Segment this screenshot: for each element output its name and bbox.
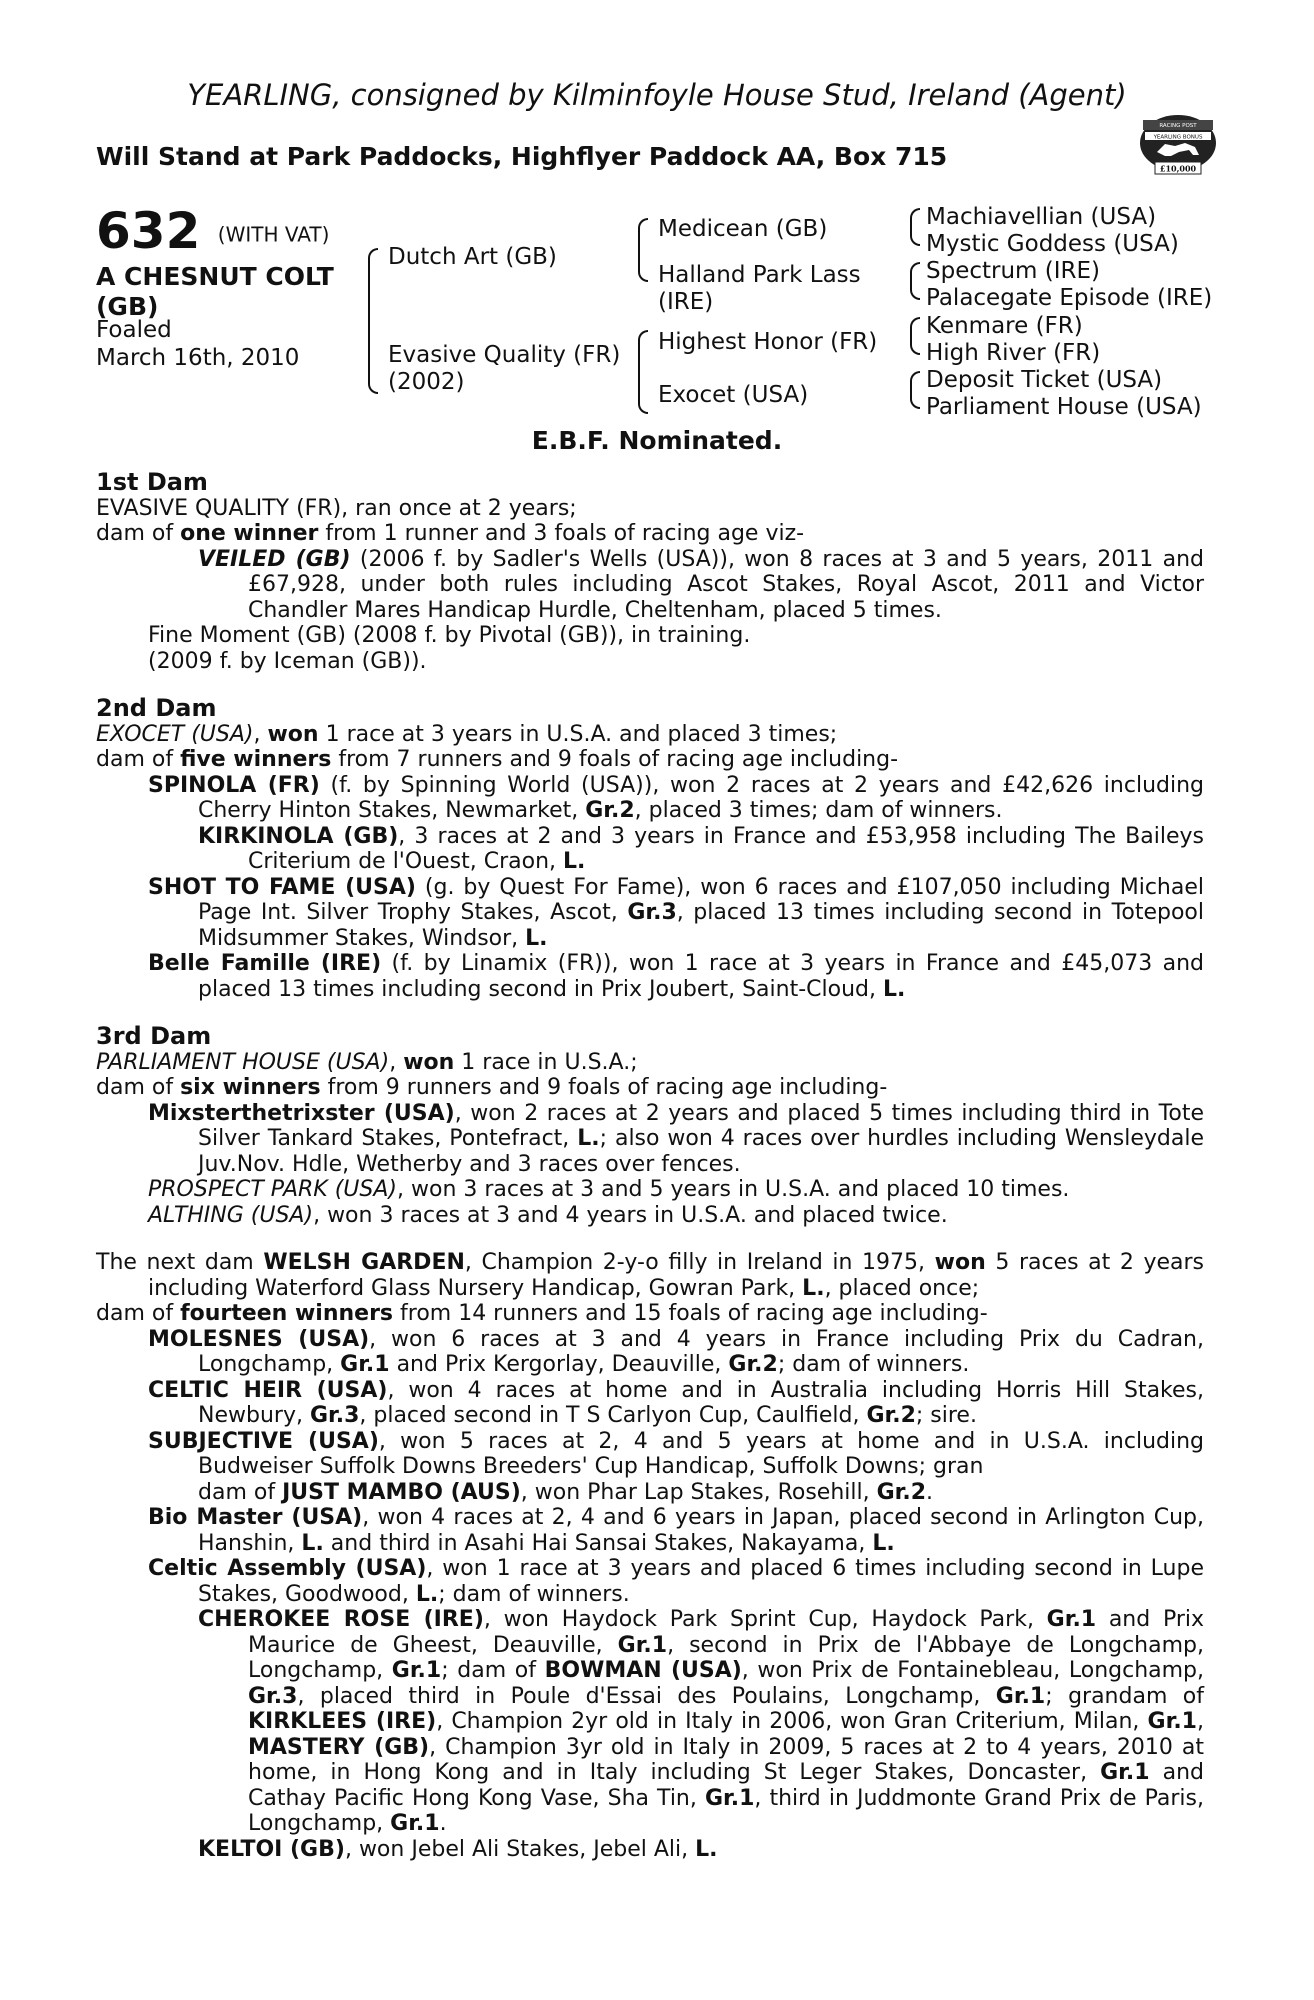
produce-2009: (2009 f. by Iceman (GB)). [148, 648, 427, 674]
great-grandparent-4: Palacegate Episode (IRE) [926, 285, 1213, 311]
produce-celtic-assembly: Celtic Assembly (USA), won 1 race at 3 years and placed 6 times including second in Lupe Stakes, Goodwood, L.; dam of winners. [148, 1556, 1204, 1607]
sire-name: Dutch Art (GB) [388, 244, 557, 270]
grandsire-paternal: Medicean (GB) [658, 216, 828, 242]
dam1-line: EVASIVE QUALITY (FR), ran once at 2 years; [96, 495, 577, 521]
page-header: YEARLING, consigned by Kilminfoyle House Stud, Ireland (Agent) [187, 78, 1127, 112]
pedigree-brace-g4 [910, 371, 920, 409]
great-grandparent-5: Kenmare (FR) [926, 313, 1083, 339]
badge-amount: £10,000 [1159, 163, 1197, 174]
produce-prospect-park: PROSPECT PARK (USA), won 3 races at 3 and 5 years in U.S.A. and placed 10 times. [148, 1177, 1070, 1202]
dam1-heading: 1st Dam [96, 468, 208, 496]
dam3-produce: dam of six winners from 9 runners and 9 foals of racing age including- [96, 1075, 888, 1100]
produce-just-mambo: dam of JUST MAMBO (AUS), won Phar Lap Stakes, Rosehill, Gr.2. [198, 1479, 934, 1505]
great-grandparent-2: Mystic Goddess (USA) [926, 231, 1179, 257]
grandsire-maternal: Highest Honor (FR) [658, 329, 878, 355]
pedigree-brace-dam-side [638, 330, 648, 414]
granddam-paternal-country: (IRE) [658, 289, 714, 315]
great-grandparent-8: Parliament House (USA) [926, 394, 1202, 420]
produce-cherokee-rose: CHEROKEE ROSE (IRE), won Haydock Park Sprint Cup, Haydock Park, Gr.1 and Prix Maurice de Gheest, Deauville, Gr.1, second in Prix de l'Abbaye de Longchamp, Longchamp, Gr.1; dam of BOWMAN (USA), won Prix de Fontainebleau, Longchamp, Gr.3, placed third in Poule d'Essai des Poulains, Longchamp, Gr.1; grandam of KIRKLEES (IRE), Champion 2yr old in Italy in 2006, won Gran Criterium, Milan, Gr.1, MASTERY (GB), Champion 3yr old in Italy in 2009, 5 races at 2 to 4 years, 2010 at home, in Hong Kong and in Italy including St Leger Stakes, Doncaster, Gr.1 and Cathay Pacific Hong Kong Vase, Sha Tin, Gr.1, third in Juddmonte Grand Prix de Paris, Longchamp, Gr.1. [198, 1607, 1205, 1836]
next-dam-welsh-garden: The next dam WELSH GARDEN, Champion 2-y-o filly in Ireland in 1975, won 5 races at 2 years including Waterford Glass Nursery Handicap, Gowran Park, L., placed once; [96, 1250, 1204, 1301]
vat-note: (WITH VAT) [217, 222, 330, 247]
pedigree-brace-sire-dam [368, 248, 378, 394]
great-grandparent-7: Deposit Ticket (USA) [926, 367, 1163, 393]
badge-mid-text: YEARLING BONUS [1153, 134, 1203, 141]
produce-shot-to-fame: SHOT TO FAME (USA) (g. by Quest For Fame), won 6 races and £107,050 including Michael Page Int. Silver Trophy Stakes, Ascot, Gr.3, placed 13 times including second in Totepool Midsummer Stakes, Windsor, L. [148, 874, 1204, 951]
pedigree-brace-sire-side [638, 218, 648, 282]
produce-mixsterthetrixster: Mixsterthetrixster (USA), won 2 races at 2 years and placed 5 times including third in Tote Silver Tankard Stakes, Pontefract, L.; also won 4 races over hurdles including Wensleydale Juv.Nov. Hdle, Wetherby and 3 races over fences. [148, 1100, 1205, 1177]
dam2-heading: 2nd Dam [96, 694, 217, 722]
produce-veiled: VEILED (GB) (2006 f. by Sadler's Wells (USA)), won 8 races at 3 and 5 years, 2011 and £67,928, under both rules including Ascot Stakes, Royal Ascot, 2011 and Victor Chandler Mares Handicap Hurdle, Cheltenham, placed 5 times. [198, 546, 1204, 623]
dam1-produce: dam of one winner from 1 runner and 3 foals of racing age viz- [96, 521, 805, 546]
lot-number: 632 (WITH VAT) [96, 202, 330, 260]
foaled-info: Foaled March 16th, 2010 [96, 317, 300, 371]
produce-celtic-heir: CELTIC HEIR (USA), won 4 races at home and in Australia including Horris Hill Stakes, Newbury, Gr.3, placed second in T S Carlyon Cup, Caulfield, Gr.2; sire. [148, 1377, 1204, 1428]
pedigree-brace-g3 [910, 317, 920, 355]
welsh-garden-produce: dam of fourteen winners from 14 runners and 15 foals of racing age including- [96, 1301, 988, 1326]
produce-bio-master: Bio Master (USA), won 4 races at 2, 4 and 6 years in Japan, placed second in Arlington Cup, Hanshin, L. and third in Asahi Hai Sansai Stakes, Nakayama, L. [148, 1505, 1204, 1556]
produce-subjective: SUBJECTIVE (USA), won 5 races at 2, 4 and 5 years at home and in U.S.A. including Budweiser Suffolk Downs Breeders' Cup Handicap, Suffolk Downs; gran [148, 1428, 1204, 1479]
dam3-heading: 3rd Dam [96, 1022, 212, 1050]
great-grandparent-3: Spectrum (IRE) [926, 258, 1101, 284]
yearling-bonus-badge [1135, 100, 1221, 186]
produce-fine-moment: Fine Moment (GB) (2008 f. by Pivotal (GB)), in training. [148, 623, 751, 648]
dam3-line: PARLIAMENT HOUSE (USA), won 1 race in U.S.A.; [96, 1049, 638, 1075]
dam-name: Evasive Quality (FR) [388, 342, 621, 368]
pedigree-brace-g1 [910, 208, 920, 246]
great-grandparent-1: Machiavellian (USA) [926, 204, 1157, 230]
stand-location: Will Stand at Park Paddocks, Highflyer Paddock AA, Box 715 [96, 142, 948, 171]
granddam-maternal: Exocet (USA) [658, 382, 809, 408]
pedigree-brace-g2 [910, 262, 920, 300]
dam2-line: EXOCET (USA), won 1 race at 3 years in U.S.A. and placed 3 times; [96, 721, 838, 747]
ebf-nominated: E.B.F. Nominated. [531, 426, 783, 455]
produce-kirkinola: KIRKINOLA (GB), 3 races at 2 and 3 years in France and £53,958 including The Baileys Criterium de l'Ouest, Craon, L. [198, 823, 1204, 874]
badge-top-text: RACING POST [1159, 123, 1197, 129]
produce-keltoi: KELTOI (GB), won Jebel Ali Stakes, Jebel Ali, L. [198, 1836, 718, 1862]
produce-spinola: SPINOLA (FR) (f. by Spinning World (USA)), won 2 races at 2 years and £42,626 including Cherry Hinton Stakes, Newmarket, Gr.2, placed 3 times; dam of winners. [148, 772, 1204, 823]
produce-belle-famille: Belle Famille (IRE) (f. by Linamix (FR)), won 1 race at 3 years in France and £45,073 and placed 13 times including second in Prix Joubert, Saint-Cloud, L. [148, 951, 1204, 1002]
dam2-produce: dam of five winners from 7 runners and 9 foals of racing age including- [96, 747, 899, 772]
catalogue-body [96, 470, 1204, 1862]
produce-molesnes: MOLESNES (USA), won 6 races at 3 and 4 years in France including Prix du Cadran, Longchamp, Gr.1 and Prix Kergorlay, Deauville, Gr.2; dam of winners. [148, 1326, 1204, 1377]
horse-name: A CHESNUT COLT (GB) [96, 262, 334, 321]
great-grandparent-6: High River (FR) [926, 340, 1101, 366]
produce-althing: ALTHING (USA), won 3 races at 3 and 4 years in U.S.A. and placed twice. [148, 1202, 948, 1228]
dam-year: (2002) [388, 369, 465, 395]
granddam-paternal: Halland Park Lass [658, 262, 861, 288]
